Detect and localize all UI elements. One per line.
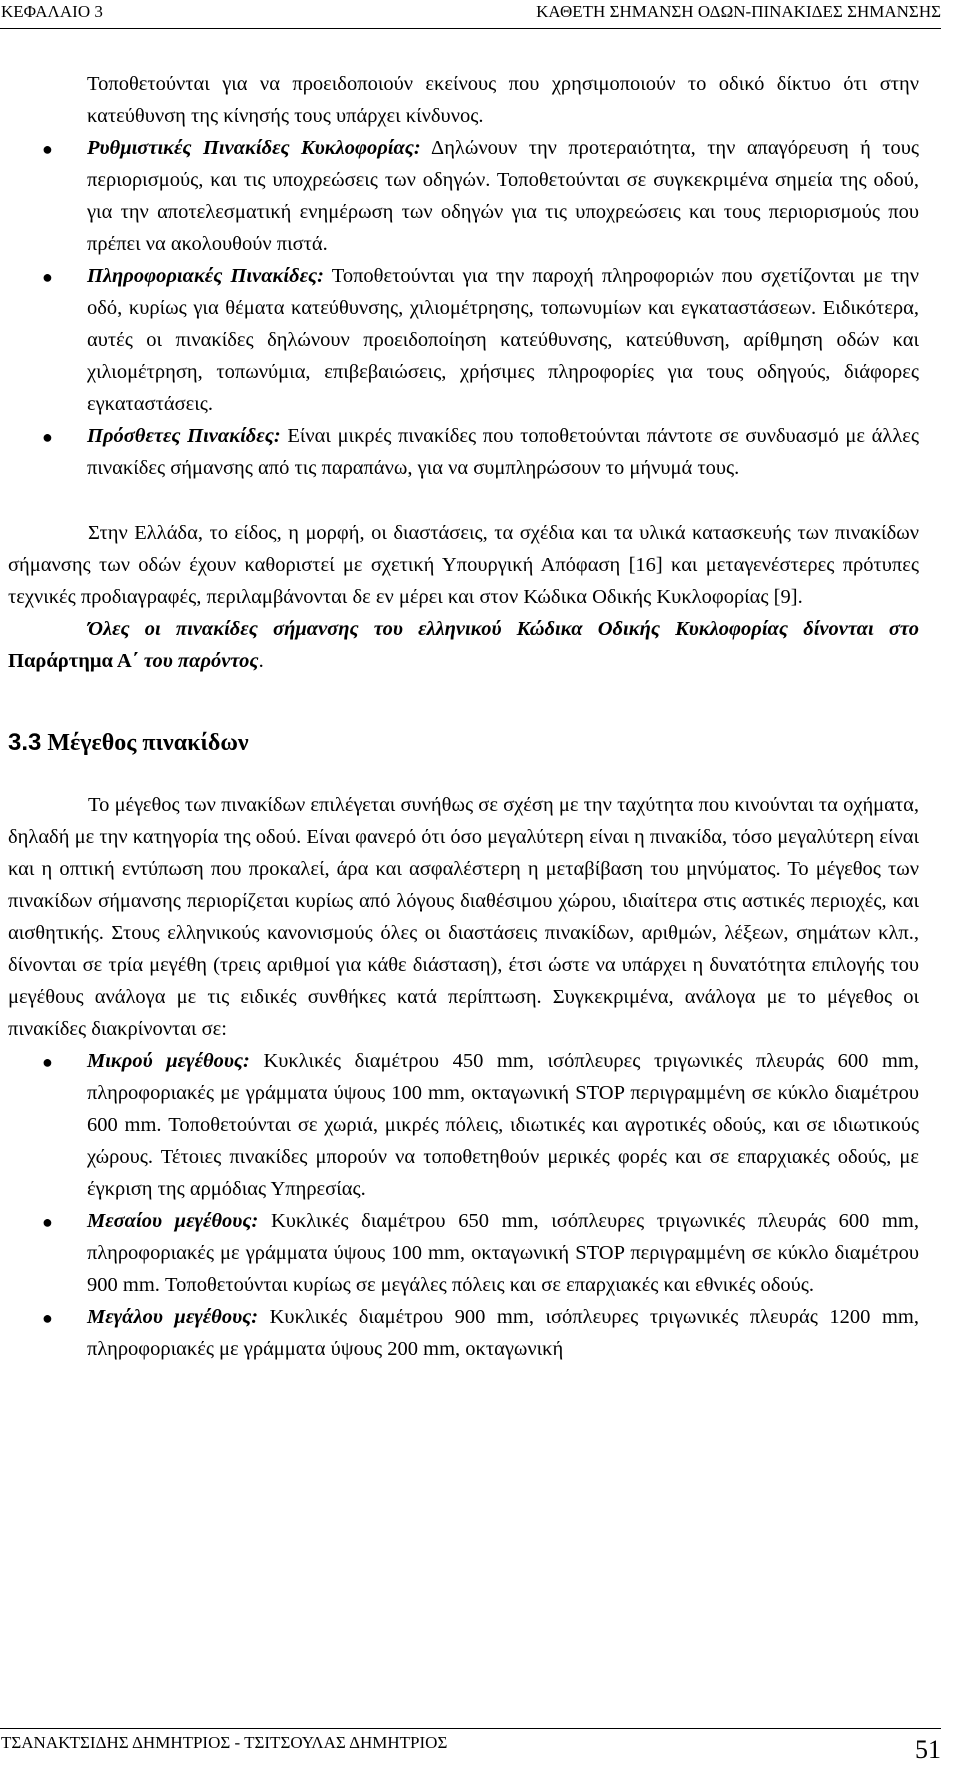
list-item-term: Ρυθμιστικές Πινακίδες Κυκλοφορίας: (87, 137, 421, 159)
list-item-term: Μικρού μεγέθους: (87, 1050, 250, 1072)
list-item-text: Κυκλικές διαμέτρου 650 mm, ισόπλευρες τριγωνικές πλευράς 600 mm, πληροφοριακές με γράμματα ύψους 100 mm, οκταγωνική STOP περιγραμμένη σε κύκλο διαμέτρου 900 mm. Τοποθετούνται κυρίως σε μεγάλες πόλεις και σε επαρχιακές και εθνικές οδούς. (87, 1210, 919, 1296)
list-item-term: Πληροφοριακές Πινακίδες: (87, 265, 324, 287)
list-item-text: Είναι μικρές πινακίδες που τοποθετούνται πάντοτε σε συνδυασμό με άλλες πινακίδες σήμανσης από τις παραπάνω, για να συμπληρώσουν το μήνυμά τους. (87, 425, 920, 479)
list-item (8, 1045, 919, 1205)
intro-paragraph: Τοποθετούνται για να προειδοποιούν εκείνους που χρησιμοποιούν το οδικό δίκτυο ότι στην κατεύθυνση της κίνησής τους υπάρχει κίνδυνος. (87, 73, 919, 127)
appendix-reference: Παράρτημα Α΄ (8, 650, 139, 672)
bullet-icon: ● (42, 267, 53, 287)
section-heading (8, 727, 919, 759)
list-item-text: Τοποθετούνται για την παροχή πληροφοριών που σχετίζονται με την οδό, κυρίως για θέματα κατεύθυνσης, χιλιομέτρησης, τοπωνυμίων και εγκαταστάσεων. Ειδικότερα, αυτές οι πινακίδες δηλώνουν προειδοποίηση κατεύθυνσης, κατεύθυνση, αρίθμηση οδών και χιλιομέτρηση, τοπωνύμια, επιβεβαιώσεις, χρήσιμες πληροφορίες για τους οδηγούς, διάφορες εγκαταστάσεις. (87, 265, 919, 415)
list-item (8, 1205, 919, 1301)
bullet-icon: ● (42, 139, 53, 159)
page-number: 51 (915, 1735, 941, 1764)
list-item-term: Μεσαίου μεγέθους: (87, 1210, 259, 1232)
section-title: Μέγεθος πινακίδων (47, 730, 249, 756)
note-text: Όλες οι πινακίδες σήμανσης του ελληνικού Κώδικα Οδικής Κυκλοφορίας δίνονται στο (88, 618, 919, 640)
greece-paragraph: Στην Ελλάδα, το είδος, η μορφή, οι διαστάσεις, τα σχέδια και τα υλικά κατασκευής των πινακίδων σήμανσης των οδών έχουν καθοριστεί με σχετική Υπουργική Απόφαση [16] και μεταγενέστερες πρότυπες τεχνικές προδιαγραφές, περιλαμβάνονται δε εν μέρει και στον Κώδικα Οδικής Κυκλοφορίας [9]. (8, 522, 919, 608)
list-item-term: Πρόσθετες Πινακίδες: (87, 425, 281, 447)
footer-authors: ΤΣΑΝΑΚΤΣΙΔΗΣ ΔΗΜΗΤΡΙΟΣ - ΤΣΙΤΣΟΥΛΑΣ ΔΗΜΗΤΡΙΟΣ (1, 1733, 448, 1752)
size-paragraph: Το μέγεθος των πινακίδων επιλέγεται συνήθως σε σχέση με την ταχύτητα που κινούνται τα οχήματα, δηλαδή με την κατηγορία της οδού. Είναι φανερό ότι όσο μεγαλύτερη είναι η πινακίδα, τόσο μεγαλύτερη είναι και η οπτική εντύπωση που προκαλεί, άρα και ασφαλέστερη η μεταβίβαση του μηνύματος. Το μέγεθος των πινακίδων σήμανσης περιορίζεται κυρίως από λόγους διαθέσιμου χώρου, ιδιαίτερα στις αστικές περιοχές, και αισθητικής. Στους ελληνικούς κανονισμούς όλες οι διαστάσεις πινακίδων, αριθμών, λέξεων, σημάτων κλπ., δίνονται σε τρία μεγέθη (τρεις αριθμοί για κάθε διάσταση), έτσι ώστε να υπάρχει η δυνατότητα επιλογής του μεγέθους ανάλογα με τις ειδικές συνθήκες κατά περίπτωση. Συγκεκριμένα, ανάλογα με το μέγεθος οι πινακίδες διακρίνονται σε: (8, 794, 919, 1040)
list-item-text: Δηλώνουν την προτεραιότητα, την απαγόρευση ή τους περιορισμούς, και τις υποχρεώσεις των οδηγών. Τοποθετούνται σε συγκεκριμένα σημεία της οδού, για την αποτελεσματική ενημέρωση των οδηγών για τις υποχρεώσεις και τους περιορισμούς που πρέπει να ακολουθούν πιστά. (87, 137, 919, 255)
list-item (8, 1301, 919, 1365)
appendix-note (8, 613, 919, 677)
section-number: 3.3 (8, 729, 42, 756)
bullet-icon: ● (42, 1308, 53, 1328)
page-header (0, 2, 941, 29)
list-item-text: Κυκλικές διαμέτρου 450 mm, ισόπλευρες τριγωνικές πλευράς 600 mm, πληροφοριακές με γράμματα ύψους 100 mm, οκταγωνική STOP περιγραμμένη σε κύκλο διαμέτρου 600 mm. Τοποθετούνται σε χωριά, μικρές πόλεις, ιδιωτικές και αγροτικές οδούς, και σε ιδιωτικούς χώρους. Τέτοιες πινακίδες μπορούν να τοποθετηθούν μερικές φορές και σε επαρχιακές οδούς, με έγκριση της αρμόδιας Υπηρεσίας. (87, 1050, 919, 1200)
page-footer (0, 1728, 941, 1764)
list-item-term: Μεγάλου μεγέθους: (87, 1306, 259, 1328)
list-item (8, 420, 919, 484)
chapter-title: ΚΑΘΕΤΗ ΣΗΜΑΝΣΗ ΟΔΩΝ-ΠΙΝΑΚΙΔΕΣ ΣΗΜΑΝΣΗΣ (536, 2, 941, 21)
chapter-label: ΚΕΦΑΛΑΙΟ 3 (1, 2, 103, 21)
list-item (8, 132, 919, 260)
bullet-icon: ● (42, 1212, 53, 1232)
note-period: . (258, 650, 264, 672)
note-text-end: του παρόντος (138, 650, 259, 672)
size-categories-list (8, 1045, 919, 1365)
bullet-icon: ● (42, 1052, 53, 1072)
list-item-text: Κυκλικές διαμέτρου 900 mm, ισόπλευρες τριγωνικές πλευράς 1200 mm, πληροφοριακές με γράμματα ύψους 200 mm, οκταγωνική (87, 1306, 919, 1360)
list-item (8, 260, 919, 420)
sign-types-list (8, 132, 919, 484)
bullet-icon: ● (42, 427, 53, 447)
page-body (8, 68, 919, 1365)
